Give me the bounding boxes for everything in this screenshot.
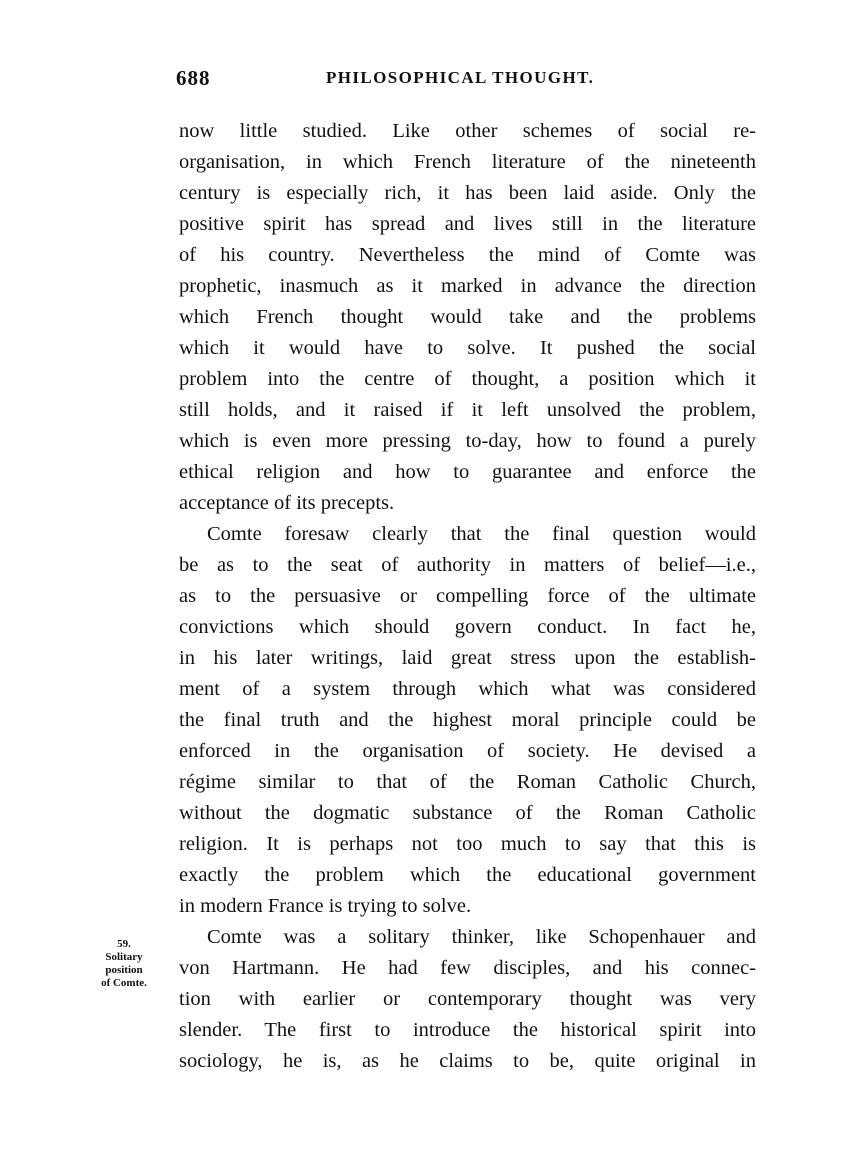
text-line: which French thought would take and the problems: [179, 306, 756, 328]
page-number: 688: [176, 66, 211, 90]
text-line: as to the persuasive or compelling force of the ultimate: [179, 585, 756, 607]
text-line: ment of a system through which what was considered: [179, 678, 756, 700]
text-line: enforced in the organisation of society. He devised a: [179, 740, 756, 762]
text-line: slender. The first to introduce the historical spirit into: [179, 1019, 756, 1041]
text-line: régime similar to that of the Roman Catholic Church,: [179, 771, 756, 793]
text-line: convictions which should govern conduct. In fact he,: [179, 616, 756, 638]
text-line: ethical religion and how to guarantee and enforce the: [179, 461, 756, 483]
text-line: of his country. Nevertheless the mind of Comte was: [179, 244, 756, 266]
text-line: be as to the seat of authority in matters of belief—i.e.,: [179, 554, 756, 576]
text-line: in modern France is trying to solve.: [179, 895, 472, 917]
text-line: acceptance of its precepts.: [179, 492, 395, 514]
margin-note-line: Solitary: [105, 951, 143, 963]
text-line: the final truth and the highest moral principle could be: [179, 709, 756, 731]
text-line: Comte foresaw clearly that the final question would: [207, 523, 756, 545]
text-line: now little studied. Like other schemes of social re-: [179, 120, 756, 142]
text-line: positive spirit has spread and lives still in the literature: [179, 213, 756, 235]
text-line: still holds, and it raised if it left unsolved the problem,: [179, 399, 756, 421]
text-line: exactly the problem which the educational government: [179, 864, 756, 886]
margin-note: [84, 938, 164, 990]
text-line: religion. It is perhaps not too much to say that this is: [179, 833, 756, 855]
text-line: prophetic, inasmuch as it marked in advance the direction: [179, 275, 756, 297]
text-line: von Hartmann. He had few disciples, and his connec-: [179, 957, 756, 979]
text-line: organisation, in which French literature of the nineteenth: [179, 151, 756, 173]
running-title: PHILOSOPHICAL THOUGHT.: [326, 68, 595, 87]
text-line: which is even more pressing to-day, how to found a purely: [179, 430, 756, 452]
text-line: without the dogmatic substance of the Roman Catholic: [179, 802, 756, 824]
margin-note-number: 59.: [117, 938, 131, 950]
text-line: problem into the centre of thought, a position which it: [179, 368, 756, 390]
text-line: century is especially rich, it has been laid aside. Only the: [179, 182, 756, 204]
text-line: Comte was a solitary thinker, like Schopenhauer and: [207, 926, 756, 948]
page-header: [176, 66, 616, 94]
text-line: sociology, he is, as he claims to be, quite original in: [179, 1050, 756, 1072]
text-line: which it would have to solve. It pushed the social: [179, 337, 756, 359]
body-text: [179, 116, 756, 1077]
text-line: tion with earlier or contemporary thought was very: [179, 988, 756, 1010]
margin-note-line: of Comte.: [101, 977, 147, 989]
margin-note-line: position: [105, 964, 143, 976]
text-line: in his later writings, laid great stress upon the establish-: [179, 647, 756, 669]
